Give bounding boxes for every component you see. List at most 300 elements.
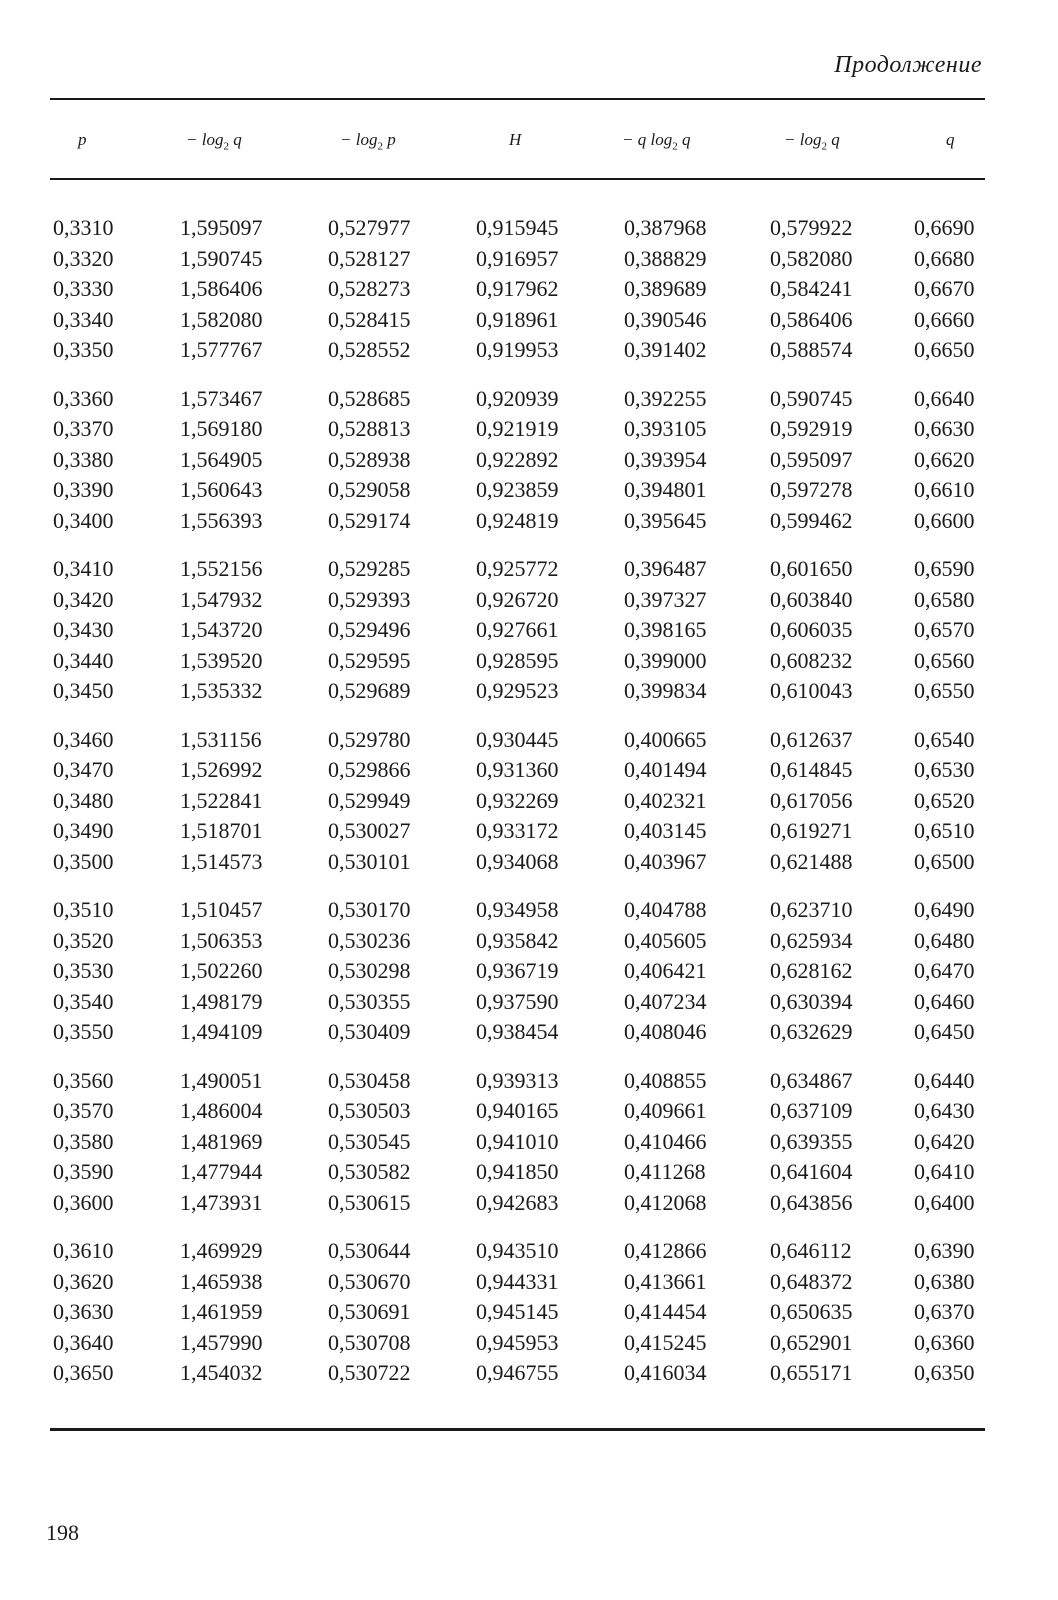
- h-value: 0,920939: [476, 385, 559, 411]
- p-value: 0,3310: [53, 215, 114, 240]
- q-value: 0,6540: [914, 726, 975, 752]
- column-header-h: [509, 130, 521, 152]
- neg-log2-p-value: 0,528813: [328, 416, 411, 441]
- h-value: 0,941850: [476, 1159, 559, 1184]
- neg-q-log2-q-value: 0,393954: [624, 446, 707, 472]
- h-value: 0,943510: [476, 1238, 559, 1263]
- p-value: 0,3520: [53, 927, 114, 953]
- q-value: 0,6420: [914, 1128, 975, 1154]
- neg-q-log2-q-value: 0,408855: [624, 1067, 707, 1093]
- column-header-neg-log2-p: [340, 130, 396, 152]
- table-row: [0, 1096, 1058, 1127]
- h-value: 0,944331: [476, 1268, 559, 1294]
- h-value: 0,942683: [476, 1189, 559, 1215]
- row-group: [0, 384, 1058, 537]
- neg-log2-q-right-value: 0,621488: [770, 848, 853, 874]
- p-value: 0,3530: [53, 958, 114, 983]
- q-value: 0,6360: [914, 1329, 975, 1355]
- neg-log2-p-value: 0,530236: [328, 927, 411, 953]
- h-value: 0,916957: [476, 245, 559, 271]
- table-row: [0, 1017, 1058, 1048]
- neg-log2-p-value: 0,530355: [328, 988, 411, 1014]
- q-value: 0,6470: [914, 958, 975, 983]
- neg-q-log2-q-value: 0,388829: [624, 245, 707, 271]
- neg-log2-q-right-value: 0,606035: [770, 617, 853, 642]
- table-row: [0, 213, 1058, 244]
- neg-log2-q-right-value: 0,614845: [770, 757, 853, 782]
- neg-log2-q-value: 1,586406: [180, 276, 263, 301]
- neg-log2-q-value: 1,582080: [180, 306, 263, 332]
- neg-log2-q-right-value: 0,588574: [770, 337, 853, 362]
- neg-log2-q-value: 1,543720: [180, 617, 263, 642]
- neg-log2-q-right-value: 0,655171: [770, 1360, 853, 1385]
- p-value: 0,3460: [53, 726, 114, 752]
- p-value: 0,3390: [53, 477, 114, 502]
- p-value: 0,3450: [53, 678, 114, 703]
- neg-log2-p-value: 0,530670: [328, 1268, 411, 1294]
- column-header-subscript: 2: [223, 140, 229, 153]
- h-value: 0,926720: [476, 586, 559, 612]
- neg-log2-q-value: 1,457990: [180, 1329, 263, 1355]
- neg-log2-q-value: 1,556393: [180, 507, 263, 533]
- neg-log2-p-value: 0,530409: [328, 1019, 411, 1044]
- neg-log2-p-value: 0,528273: [328, 276, 411, 301]
- neg-q-log2-q-value: 0,412068: [624, 1189, 707, 1215]
- h-value: 0,945145: [476, 1299, 559, 1324]
- h-value: 0,938454: [476, 1019, 559, 1044]
- column-header-tail: q: [228, 130, 242, 149]
- neg-q-log2-q-value: 0,392255: [624, 385, 707, 411]
- q-value: 0,6560: [914, 647, 975, 673]
- neg-log2-q-value: 1,486004: [180, 1098, 263, 1123]
- column-header-main: H: [509, 130, 522, 149]
- p-value: 0,3610: [53, 1238, 114, 1263]
- p-value: 0,3420: [53, 586, 114, 612]
- neg-log2-q-value: 1,539520: [180, 647, 263, 673]
- table-row: [0, 384, 1058, 415]
- neg-q-log2-q-value: 0,409661: [624, 1098, 707, 1123]
- neg-log2-q-right-value: 0,617056: [770, 787, 853, 813]
- h-value: 0,915945: [476, 215, 559, 240]
- p-value: 0,3480: [53, 787, 114, 813]
- neg-q-log2-q-value: 0,390546: [624, 306, 707, 332]
- h-value: 0,935842: [476, 927, 559, 953]
- table-row: [0, 1267, 1058, 1298]
- neg-log2-p-value: 0,529689: [328, 678, 411, 703]
- neg-log2-p-value: 0,529595: [328, 647, 411, 673]
- table-row: [0, 615, 1058, 646]
- column-header-p: [78, 130, 87, 152]
- p-value: 0,3320: [53, 245, 114, 271]
- column-header-neg-log2-q-right: [784, 130, 840, 152]
- q-value: 0,6510: [914, 818, 975, 843]
- neg-log2-p-value: 0,530722: [328, 1360, 411, 1385]
- h-value: 0,924819: [476, 507, 559, 533]
- p-value: 0,3490: [53, 818, 114, 843]
- neg-log2-p-value: 0,530298: [328, 958, 411, 983]
- q-value: 0,6520: [914, 787, 975, 813]
- neg-q-log2-q-value: 0,387968: [624, 215, 707, 240]
- column-header-subscript: 2: [821, 140, 827, 153]
- q-value: 0,6610: [914, 477, 975, 502]
- q-value: 0,6620: [914, 446, 975, 472]
- neg-log2-q-right-value: 0,632629: [770, 1019, 853, 1044]
- neg-log2-q-right-value: 0,650635: [770, 1299, 853, 1324]
- neg-log2-q-value: 1,547932: [180, 586, 263, 612]
- table-row: [0, 646, 1058, 677]
- q-value: 0,6380: [914, 1268, 975, 1294]
- h-value: 0,934958: [476, 897, 559, 922]
- table-row: [0, 676, 1058, 707]
- neg-q-log2-q-value: 0,402321: [624, 787, 707, 813]
- neg-q-log2-q-value: 0,400665: [624, 726, 707, 752]
- p-value: 0,3370: [53, 416, 114, 441]
- table-row: [0, 585, 1058, 616]
- h-value: 0,922892: [476, 446, 559, 472]
- p-value: 0,3380: [53, 446, 114, 472]
- neg-log2-q-right-value: 0,641604: [770, 1159, 853, 1184]
- neg-log2-q-value: 1,573467: [180, 385, 263, 411]
- p-value: 0,3360: [53, 385, 114, 411]
- column-header-subscript: 2: [672, 140, 678, 153]
- table-row: [0, 1157, 1058, 1188]
- table-row: [0, 274, 1058, 305]
- p-value: 0,3640: [53, 1329, 114, 1355]
- neg-q-log2-q-value: 0,393105: [624, 416, 707, 441]
- neg-log2-q-value: 1,473931: [180, 1189, 263, 1215]
- h-value: 0,923859: [476, 477, 559, 502]
- h-value: 0,936719: [476, 958, 559, 983]
- p-value: 0,3590: [53, 1159, 114, 1184]
- p-value: 0,3350: [53, 337, 114, 362]
- neg-q-log2-q-value: 0,408046: [624, 1019, 707, 1044]
- q-value: 0,6550: [914, 678, 975, 703]
- p-value: 0,3620: [53, 1268, 114, 1294]
- neg-log2-p-value: 0,530458: [328, 1067, 411, 1093]
- table-row: [0, 445, 1058, 476]
- neg-q-log2-q-value: 0,414454: [624, 1299, 707, 1324]
- q-value: 0,6410: [914, 1159, 975, 1184]
- neg-q-log2-q-value: 0,403145: [624, 818, 707, 843]
- h-value: 0,917962: [476, 276, 559, 301]
- neg-log2-p-value: 0,528415: [328, 306, 411, 332]
- neg-log2-q-value: 1,498179: [180, 988, 263, 1014]
- table-row: [0, 506, 1058, 537]
- neg-log2-q-right-value: 0,643856: [770, 1189, 853, 1215]
- neg-q-log2-q-value: 0,395645: [624, 507, 707, 533]
- neg-log2-q-right-value: 0,599462: [770, 507, 853, 533]
- header-rule: [50, 178, 985, 180]
- neg-log2-p-value: 0,527977: [328, 215, 411, 240]
- neg-log2-q-right-value: 0,608232: [770, 647, 853, 673]
- neg-q-log2-q-value: 0,412866: [624, 1238, 707, 1263]
- neg-log2-p-value: 0,530708: [328, 1329, 411, 1355]
- table-row: [0, 755, 1058, 786]
- p-value: 0,3400: [53, 507, 114, 533]
- neg-log2-p-value: 0,529496: [328, 617, 411, 642]
- q-value: 0,6440: [914, 1067, 975, 1093]
- h-value: 0,946755: [476, 1360, 559, 1385]
- p-value: 0,3410: [53, 556, 114, 581]
- neg-log2-q-right-value: 0,628162: [770, 958, 853, 983]
- row-group: [0, 554, 1058, 707]
- neg-log2-q-value: 1,454032: [180, 1360, 263, 1385]
- h-value: 0,939313: [476, 1067, 559, 1093]
- p-value: 0,3600: [53, 1189, 114, 1215]
- row-group: [0, 895, 1058, 1048]
- neg-log2-p-value: 0,529174: [328, 507, 411, 533]
- neg-log2-q-right-value: 0,652901: [770, 1329, 853, 1355]
- neg-log2-p-value: 0,528938: [328, 446, 411, 472]
- q-value: 0,6350: [914, 1360, 975, 1385]
- neg-log2-p-value: 0,530545: [328, 1128, 411, 1154]
- neg-log2-q-right-value: 0,584241: [770, 276, 853, 301]
- neg-log2-q-right-value: 0,603840: [770, 586, 853, 612]
- q-value: 0,6400: [914, 1189, 975, 1215]
- table-row: [0, 335, 1058, 366]
- neg-log2-q-right-value: 0,582080: [770, 245, 853, 271]
- neg-log2-q-value: 1,595097: [180, 215, 263, 240]
- neg-log2-p-value: 0,528127: [328, 245, 411, 271]
- h-value: 0,931360: [476, 757, 559, 782]
- neg-q-log2-q-value: 0,401494: [624, 757, 707, 782]
- neg-log2-q-right-value: 0,590745: [770, 385, 853, 411]
- neg-log2-q-value: 1,490051: [180, 1067, 263, 1093]
- p-value: 0,3440: [53, 647, 114, 673]
- neg-log2-q-right-value: 0,648372: [770, 1268, 853, 1294]
- page-number: 198: [46, 1520, 79, 1545]
- neg-q-log2-q-value: 0,407234: [624, 988, 707, 1014]
- neg-log2-p-value: 0,529780: [328, 726, 411, 752]
- neg-q-log2-q-value: 0,397327: [624, 586, 707, 612]
- p-value: 0,3430: [53, 617, 114, 642]
- neg-log2-q-right-value: 0,623710: [770, 897, 853, 922]
- neg-q-log2-q-value: 0,411268: [624, 1159, 706, 1184]
- h-value: 0,934068: [476, 848, 559, 874]
- neg-q-log2-q-value: 0,394801: [624, 477, 707, 502]
- neg-log2-p-value: 0,530615: [328, 1189, 411, 1215]
- column-header-neg-q-log2-q: [622, 130, 690, 152]
- neg-log2-p-value: 0,530170: [328, 897, 411, 922]
- q-value: 0,6580: [914, 586, 975, 612]
- column-header-prefix: − log: [186, 130, 224, 149]
- p-value: 0,3580: [53, 1128, 114, 1154]
- q-value: 0,6530: [914, 757, 975, 782]
- neg-log2-q-value: 1,564905: [180, 446, 263, 472]
- neg-log2-q-value: 1,514573: [180, 848, 263, 874]
- table-row: [0, 475, 1058, 506]
- neg-q-log2-q-value: 0,405605: [624, 927, 707, 953]
- neg-log2-q-right-value: 0,597278: [770, 477, 853, 502]
- table-row: [0, 1328, 1058, 1359]
- h-value: 0,940165: [476, 1098, 559, 1123]
- neg-log2-q-right-value: 0,601650: [770, 556, 853, 581]
- neg-log2-p-value: 0,529058: [328, 477, 411, 502]
- p-value: 0,3330: [53, 276, 114, 301]
- p-value: 0,3510: [53, 897, 114, 922]
- h-value: 0,937590: [476, 988, 559, 1014]
- q-value: 0,6570: [914, 617, 975, 642]
- column-header-prefix: − log: [784, 130, 822, 149]
- h-value: 0,933172: [476, 818, 559, 843]
- neg-log2-q-right-value: 0,639355: [770, 1128, 853, 1154]
- column-header-subscript: 2: [377, 140, 383, 153]
- column-header-tail: p: [382, 130, 396, 149]
- row-group: [0, 725, 1058, 878]
- neg-log2-q-value: 1,522841: [180, 787, 263, 813]
- neg-log2-q-value: 1,469929: [180, 1238, 263, 1263]
- neg-log2-q-right-value: 0,619271: [770, 818, 853, 843]
- neg-log2-p-value: 0,529949: [328, 787, 411, 813]
- neg-log2-p-value: 0,528685: [328, 385, 411, 411]
- neg-log2-p-value: 0,530582: [328, 1159, 411, 1184]
- table-row: [0, 1188, 1058, 1219]
- row-group: [0, 213, 1058, 366]
- table-row: [0, 244, 1058, 275]
- table-row: [0, 926, 1058, 957]
- table-row: [0, 554, 1058, 585]
- table-row: [0, 987, 1058, 1018]
- neg-log2-q-value: 1,552156: [180, 556, 263, 581]
- table-header-row: [0, 130, 1058, 154]
- neg-log2-q-right-value: 0,592919: [770, 416, 853, 441]
- h-value: 0,925772: [476, 556, 559, 581]
- neg-log2-q-right-value: 0,610043: [770, 678, 853, 703]
- neg-log2-q-value: 1,560643: [180, 477, 263, 502]
- h-value: 0,945953: [476, 1329, 559, 1355]
- table-row: [0, 786, 1058, 817]
- neg-log2-q-value: 1,518701: [180, 818, 263, 843]
- q-value: 0,6460: [914, 988, 975, 1014]
- table-row: [0, 725, 1058, 756]
- q-value: 0,6490: [914, 897, 975, 922]
- row-group: [0, 1236, 1058, 1389]
- h-value: 0,921919: [476, 416, 559, 441]
- p-value: 0,3500: [53, 848, 114, 874]
- neg-log2-q-value: 1,590745: [180, 245, 263, 271]
- neg-q-log2-q-value: 0,413661: [624, 1268, 707, 1294]
- bottom-rule: [50, 1428, 985, 1431]
- h-value: 0,918961: [476, 306, 559, 332]
- neg-log2-q-value: 1,502260: [180, 958, 263, 983]
- table-row: [0, 847, 1058, 878]
- neg-log2-p-value: 0,528552: [328, 337, 411, 362]
- neg-log2-q-right-value: 0,625934: [770, 927, 853, 953]
- q-value: 0,6670: [914, 276, 975, 301]
- neg-q-log2-q-value: 0,404788: [624, 897, 707, 922]
- neg-log2-p-value: 0,530027: [328, 818, 411, 843]
- continuation-label: Продолжение: [834, 52, 982, 78]
- neg-log2-q-value: 1,510457: [180, 897, 263, 922]
- neg-log2-q-value: 1,535332: [180, 678, 263, 703]
- table-row: [0, 895, 1058, 926]
- neg-log2-p-value: 0,529866: [328, 757, 411, 782]
- h-value: 0,928595: [476, 647, 559, 673]
- neg-log2-q-right-value: 0,646112: [770, 1238, 852, 1263]
- neg-log2-q-value: 1,569180: [180, 416, 263, 441]
- neg-q-log2-q-value: 0,406421: [624, 958, 707, 983]
- h-value: 0,929523: [476, 678, 559, 703]
- q-value: 0,6690: [914, 215, 975, 240]
- neg-q-log2-q-value: 0,403967: [624, 848, 707, 874]
- column-header-tail: q: [826, 130, 840, 149]
- q-value: 0,6660: [914, 306, 975, 332]
- p-value: 0,3540: [53, 988, 114, 1014]
- h-value: 0,919953: [476, 337, 559, 362]
- neg-log2-q-right-value: 0,612637: [770, 726, 853, 752]
- neg-q-log2-q-value: 0,391402: [624, 337, 707, 362]
- q-value: 0,6370: [914, 1299, 975, 1324]
- table-row: [0, 305, 1058, 336]
- h-value: 0,930445: [476, 726, 559, 752]
- neg-log2-q-value: 1,531156: [180, 726, 262, 752]
- table-row: [0, 1127, 1058, 1158]
- p-value: 0,3470: [53, 757, 114, 782]
- neg-q-log2-q-value: 0,410466: [624, 1128, 707, 1154]
- column-header-main: p: [78, 130, 87, 149]
- neg-q-log2-q-value: 0,399000: [624, 647, 707, 673]
- column-header-q: [946, 130, 955, 152]
- h-value: 0,932269: [476, 787, 559, 813]
- table-row: [0, 956, 1058, 987]
- neg-log2-q-right-value: 0,637109: [770, 1098, 853, 1123]
- table-row: [0, 816, 1058, 847]
- neg-q-log2-q-value: 0,415245: [624, 1329, 707, 1355]
- neg-log2-q-value: 1,481969: [180, 1128, 263, 1154]
- neg-log2-q-value: 1,506353: [180, 927, 263, 953]
- neg-q-log2-q-value: 0,399834: [624, 678, 707, 703]
- h-value: 0,941010: [476, 1128, 559, 1154]
- neg-log2-q-right-value: 0,634867: [770, 1067, 853, 1093]
- q-value: 0,6680: [914, 245, 975, 271]
- p-value: 0,3570: [53, 1098, 114, 1123]
- neg-log2-p-value: 0,530503: [328, 1098, 411, 1123]
- table-row: [0, 1066, 1058, 1097]
- neg-log2-q-right-value: 0,579922: [770, 215, 853, 240]
- p-value: 0,3560: [53, 1067, 114, 1093]
- table-row: [0, 1358, 1058, 1389]
- table-row: [0, 1236, 1058, 1267]
- q-value: 0,6450: [914, 1019, 975, 1044]
- neg-log2-q-value: 1,494109: [180, 1019, 263, 1044]
- neg-log2-p-value: 0,530691: [328, 1299, 411, 1324]
- neg-q-log2-q-value: 0,389689: [624, 276, 707, 301]
- neg-log2-q-value: 1,465938: [180, 1268, 263, 1294]
- p-value: 0,3650: [53, 1360, 114, 1385]
- q-value: 0,6480: [914, 927, 975, 953]
- column-header-prefix: − q log: [622, 130, 673, 149]
- neg-log2-p-value: 0,530644: [328, 1238, 411, 1263]
- p-value: 0,3550: [53, 1019, 114, 1044]
- table-row: [0, 1297, 1058, 1328]
- q-value: 0,6430: [914, 1098, 975, 1123]
- neg-log2-q-value: 1,526992: [180, 757, 263, 782]
- q-value: 0,6640: [914, 385, 975, 411]
- p-value: 0,3630: [53, 1299, 114, 1324]
- row-group: [0, 1066, 1058, 1219]
- column-header-prefix: − log: [340, 130, 378, 149]
- neg-log2-p-value: 0,529285: [328, 556, 411, 581]
- p-value: 0,3340: [53, 306, 114, 332]
- table-row: [0, 414, 1058, 445]
- q-value: 0,6500: [914, 848, 975, 874]
- column-header-main: q: [946, 130, 955, 149]
- column-header-tail: q: [677, 130, 691, 149]
- neg-log2-q-value: 1,577767: [180, 337, 263, 362]
- q-value: 0,6600: [914, 507, 975, 533]
- q-value: 0,6630: [914, 416, 975, 441]
- entropy-table-body: [0, 213, 1058, 1407]
